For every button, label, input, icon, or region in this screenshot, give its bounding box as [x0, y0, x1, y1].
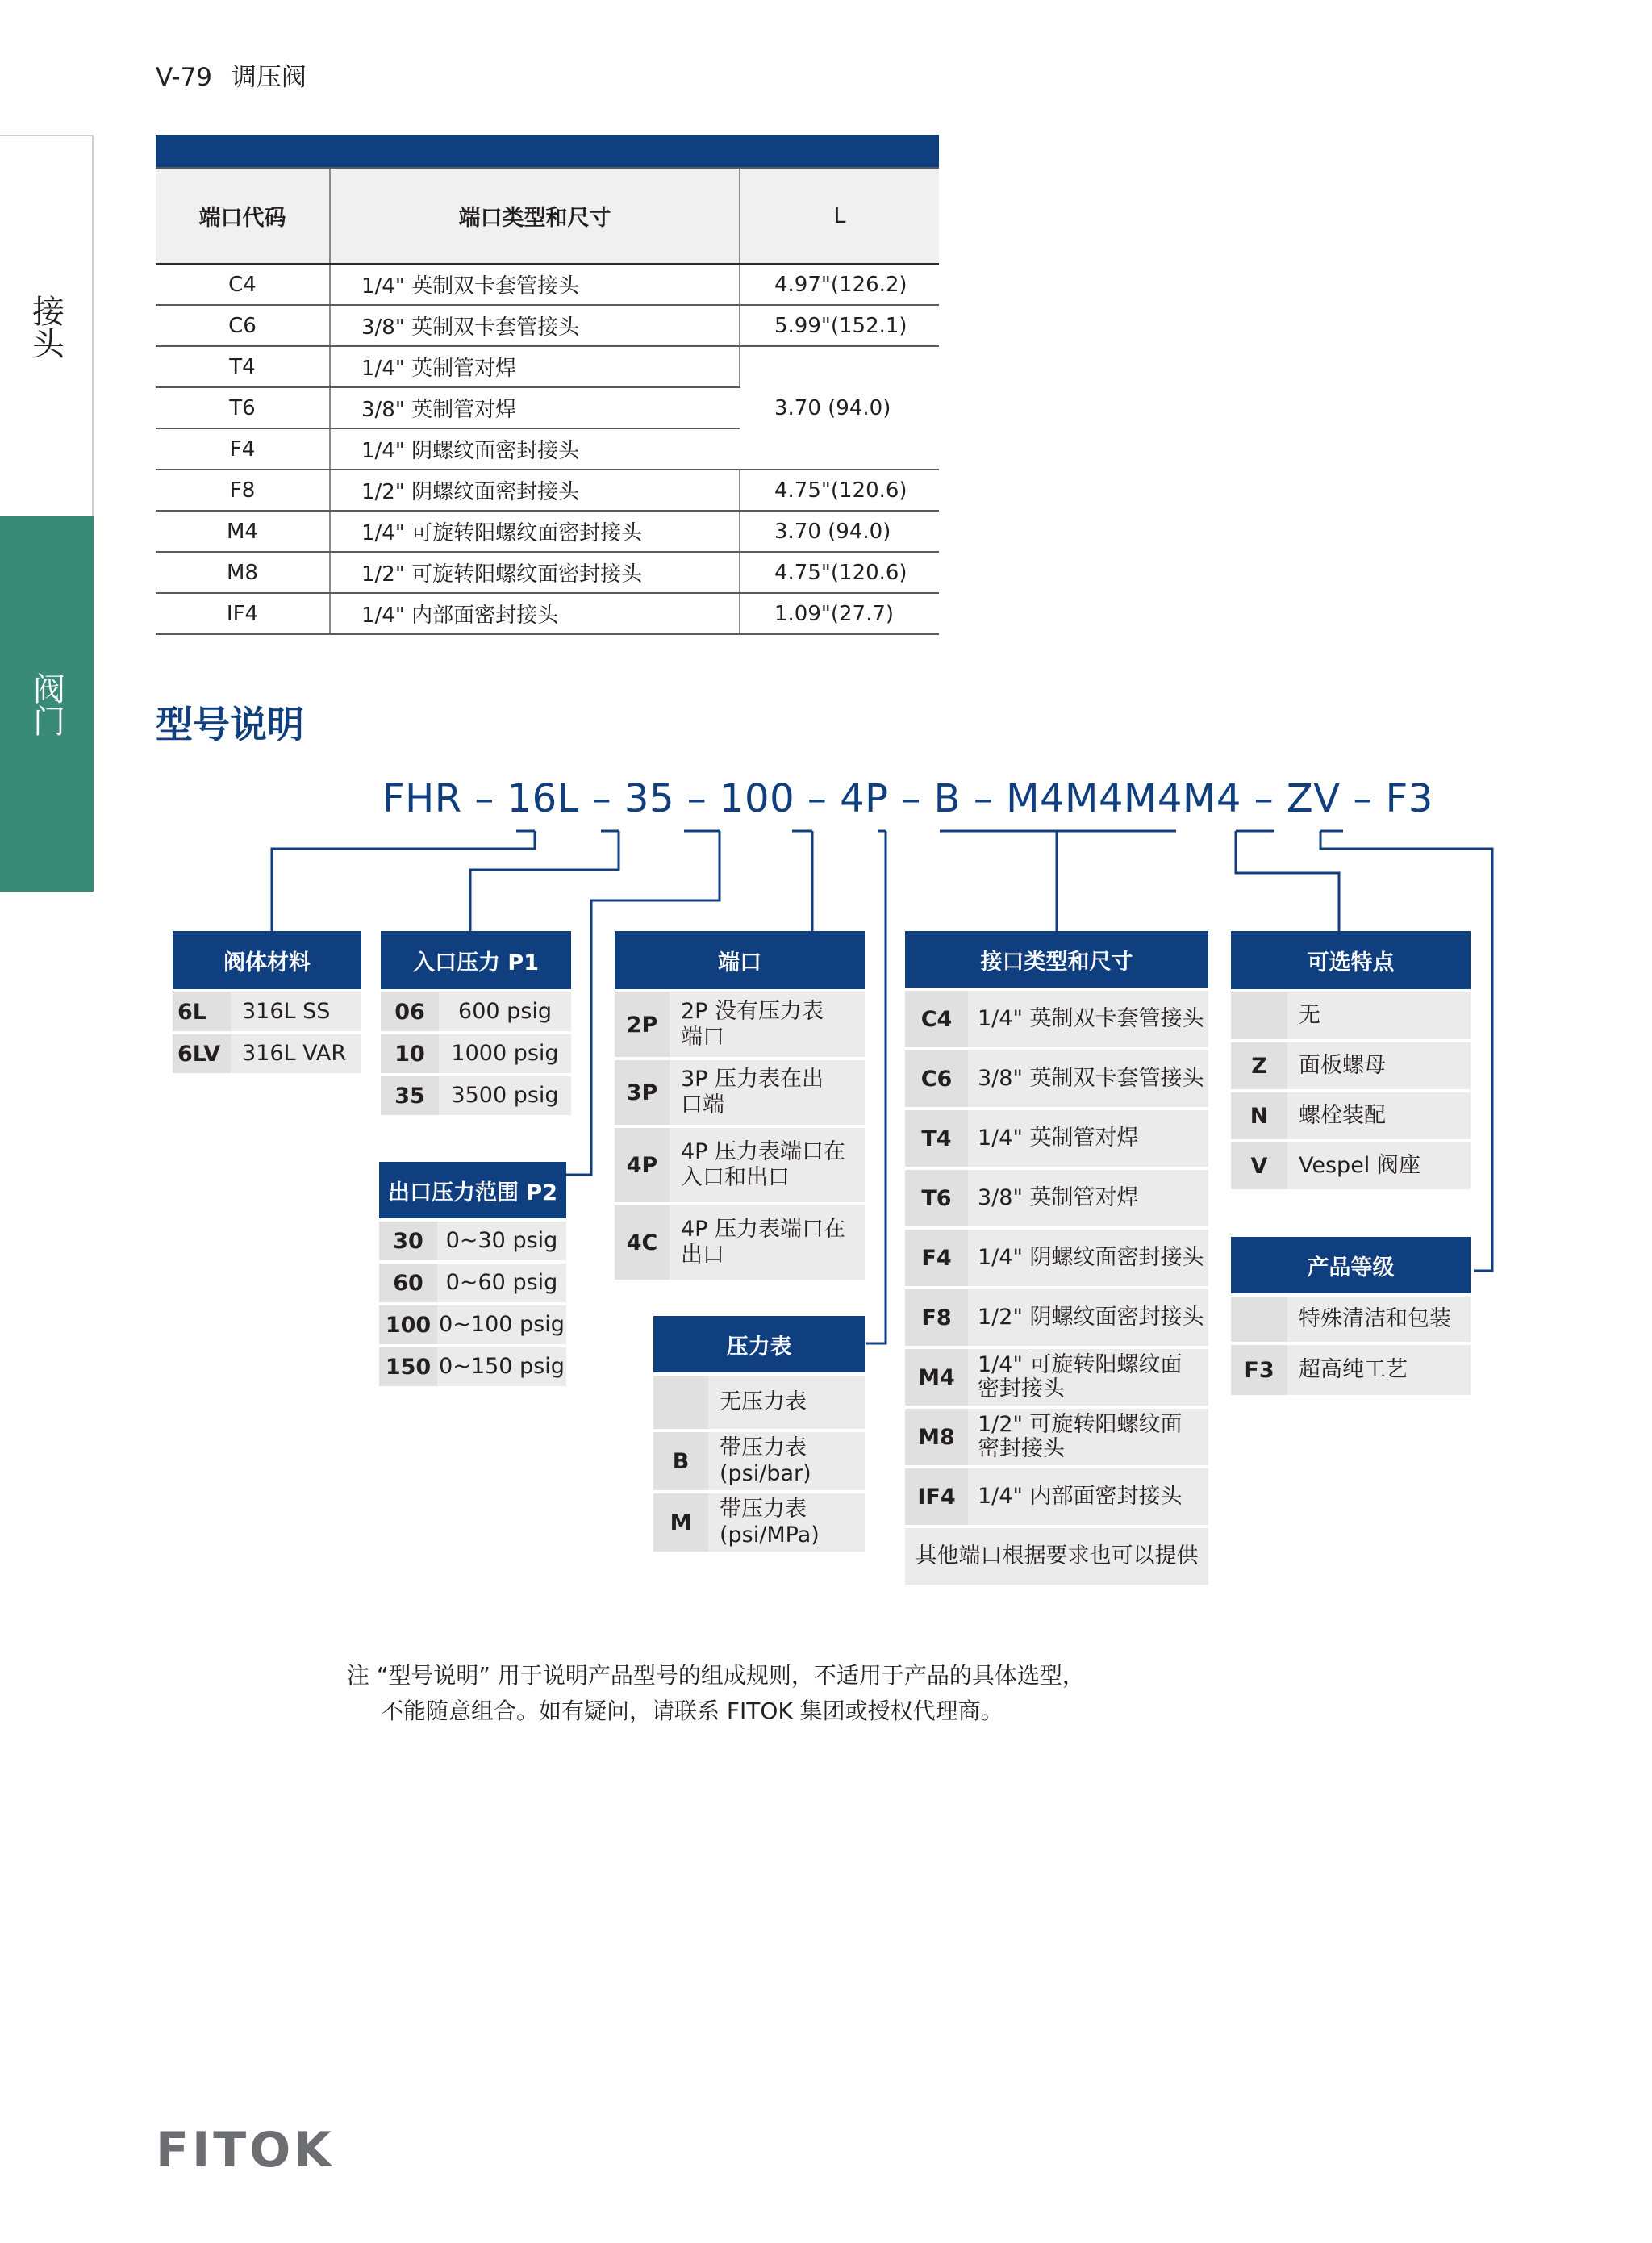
list-item: 6LV 316L VAR: [173, 1034, 361, 1073]
list-item: F4 1/4" 阴螺纹面密封接头: [905, 1230, 1208, 1286]
list-item: F3 超高纯工艺: [1231, 1345, 1471, 1395]
col-header-code: 端口代码: [156, 168, 330, 264]
list-item: 100 0~100 psig: [379, 1305, 566, 1344]
footnote: 注 “型号说明” 用于说明产品型号的组成规则，不适用于产品的具体选型， 不能随意组合。如有疑问，请联系 FITOK 集团或授权代理商。: [347, 1662, 1085, 1724]
list-item: M4 1/4" 可旋转阳螺纹面 密封接头: [905, 1349, 1208, 1406]
options-box: [1231, 931, 1471, 1189]
table-row: F8 1/2" 阴螺纹面密封接头 4.75"(120.6): [156, 470, 939, 511]
list-item: N 螺栓装配: [1231, 1092, 1471, 1139]
connection-footer: 其他端口根据要求也可以提供: [905, 1528, 1208, 1585]
list-item: C4 1/4" 英制双卡套管接头: [905, 991, 1208, 1047]
list-item: 6L 316L SS: [173, 992, 361, 1031]
page-category: 调压阀: [231, 63, 307, 92]
page-number: V-79: [156, 63, 213, 92]
list-item: C6 3/8" 英制双卡套管接头: [905, 1050, 1208, 1107]
connection-title: 接口类型和尺寸: [905, 931, 1208, 988]
material-box: [173, 931, 361, 1073]
list-item: 10 1000 psig: [381, 1034, 571, 1073]
list-item: 60 0~60 psig: [379, 1264, 566, 1302]
gauge-box: [653, 1316, 865, 1552]
grade-title: 产品等级: [1231, 1237, 1471, 1293]
table-row: T4 1/4" 英制管对焊 3.70 (94.0): [156, 346, 939, 387]
inlet-pressure-box: [381, 931, 571, 1115]
port-title: 端口: [615, 931, 865, 989]
table-row: T6 3/8" 英制管对焊: [156, 387, 939, 428]
col-header-length: L: [740, 168, 939, 264]
section-title: 型号说明: [156, 703, 304, 746]
list-item: 无: [1231, 992, 1471, 1039]
list-item: 150 0~150 psig: [379, 1347, 566, 1386]
list-item: M8 1/2" 可旋转阳螺纹面 密封接头: [905, 1409, 1208, 1465]
connection-box: [905, 931, 1208, 1585]
list-item: 2P 2P 没有压力表 端口: [615, 992, 865, 1057]
port-box: [615, 931, 865, 1280]
list-item: 无压力表: [653, 1376, 865, 1429]
list-item: T6 3/8" 英制管对焊: [905, 1170, 1208, 1226]
table-row: M4 1/4" 可旋转阳螺纹面密封接头 3.70 (94.0): [156, 511, 939, 552]
side-tab-valves[interactable]: 阀门: [0, 516, 94, 892]
outlet-pressure-title: 出口压力范围 P2: [379, 1162, 566, 1218]
list-item: 06 600 psig: [381, 992, 571, 1031]
list-item: F8 1/2" 阴螺纹面密封接头: [905, 1289, 1208, 1346]
list-item: 特殊清洁和包装: [1231, 1297, 1471, 1342]
grade-box: [1231, 1237, 1471, 1395]
table-row: C6 3/8" 英制双卡套管接头 5.99"(152.1): [156, 305, 939, 346]
list-item: M 带压力表 (psi/MPa): [653, 1493, 865, 1552]
list-item: Z 面板螺母: [1231, 1042, 1471, 1089]
table-row: F4 1/4" 阴螺纹面密封接头: [156, 428, 939, 470]
table-row: C4 1/4" 英制双卡套管接头 4.97"(126.2): [156, 264, 939, 305]
outlet-pressure-box: [379, 1162, 566, 1386]
model-code: FHR – 16L – 35 – 100 – 4P – B – M4M4M4M4 – ZV – F3: [382, 776, 1433, 821]
table-row: IF4 1/4" 内部面密封接头 1.09"(27.7): [156, 593, 939, 634]
list-item: 4C 4P 压力表端口在 出口: [615, 1205, 865, 1280]
list-item: IF4 1/4" 内部面密封接头: [905, 1468, 1208, 1525]
col-header-type: 端口类型和尺寸: [330, 168, 740, 264]
list-item: 35 3500 psig: [381, 1076, 571, 1115]
list-item: V Vespel 阀座: [1231, 1142, 1471, 1189]
list-item: 30 0~30 psig: [379, 1222, 566, 1260]
inlet-pressure-title: 入口压力 P1: [381, 931, 571, 989]
list-item: 3P 3P 压力表在出 口端: [615, 1060, 865, 1125]
gauge-title: 压力表: [653, 1316, 865, 1372]
list-item: B 带压力表 (psi/bar): [653, 1432, 865, 1490]
material-title: 阀体材料: [173, 931, 361, 989]
table-row: M8 1/2" 可旋转阳螺纹面密封接头 4.75"(120.6): [156, 552, 939, 593]
list-item: 4P 4P 压力表端口在 入口和出口: [615, 1128, 865, 1202]
list-item: T4 1/4" 英制管对焊: [905, 1110, 1208, 1167]
side-tab-fittings[interactable]: 接头: [0, 135, 94, 516]
fitok-logo: FITOK: [156, 2122, 335, 2178]
options-title: 可选特点: [1231, 931, 1471, 989]
